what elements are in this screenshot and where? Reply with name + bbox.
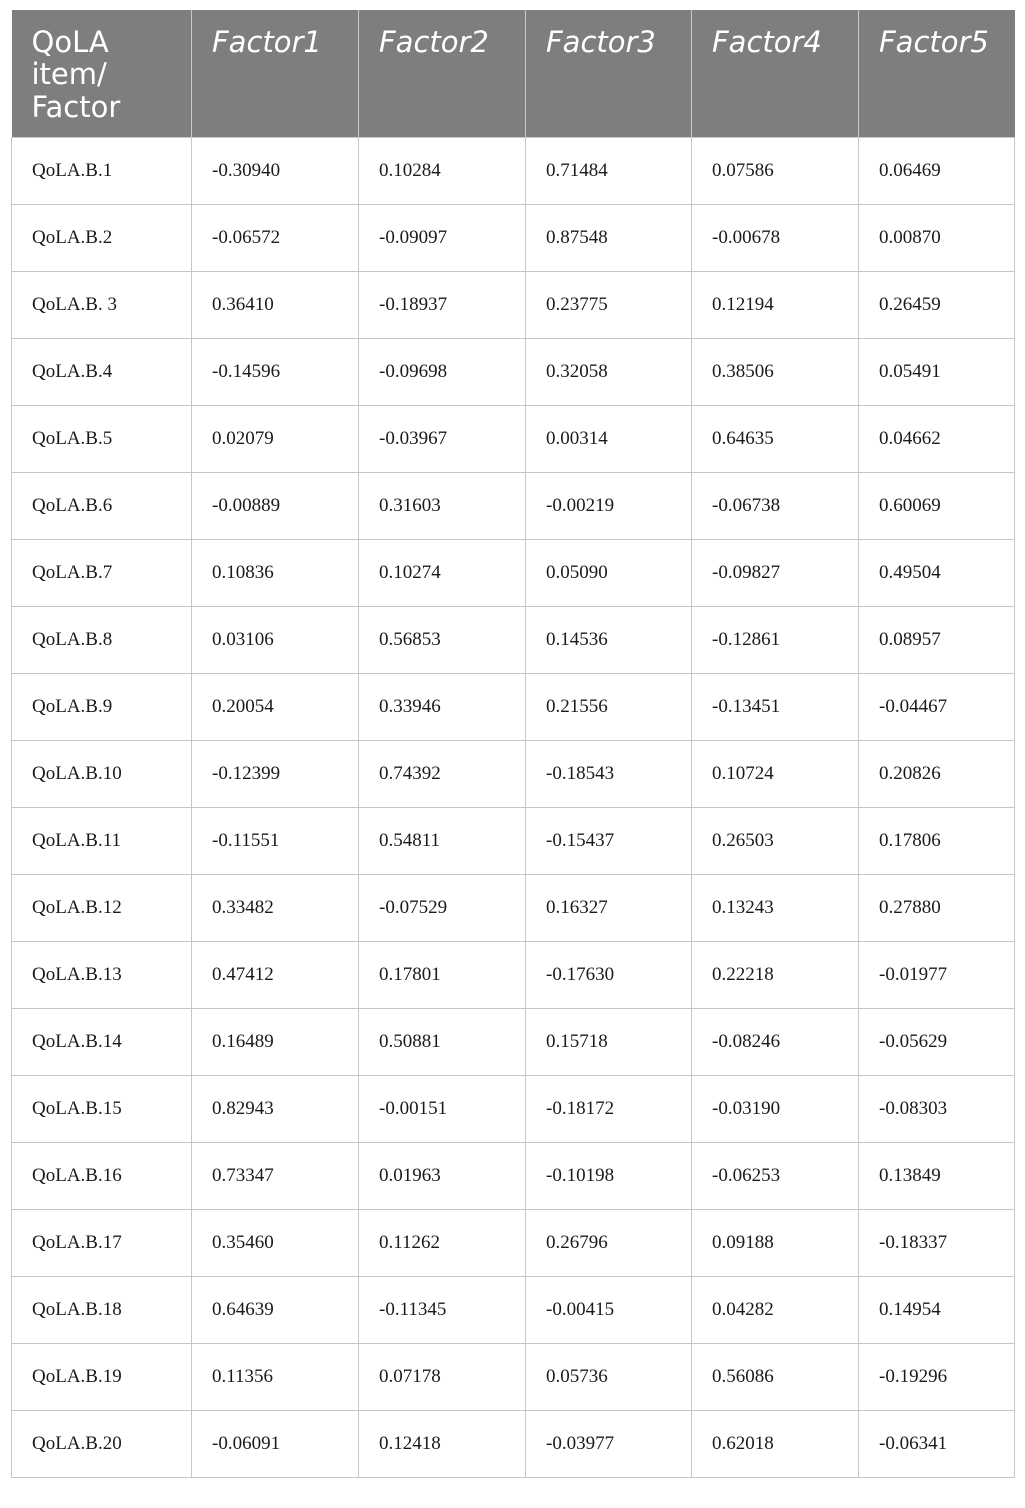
factor2-cell: 0.11262 — [359, 1210, 526, 1277]
factor1-cell: 0.35460 — [192, 1210, 359, 1277]
factor2-cell: 0.07178 — [359, 1344, 526, 1411]
item-label-cell: QoLA.B.5 — [12, 406, 192, 473]
factor5-cell: 0.14954 — [859, 1277, 1015, 1344]
factor4-cell: 0.07586 — [692, 138, 859, 205]
table-row — [12, 1411, 1015, 1478]
factor2-cell: -0.03967 — [359, 406, 526, 473]
factor3-cell: 0.21556 — [526, 674, 692, 741]
factor2-cell: 0.33946 — [359, 674, 526, 741]
table-row — [12, 339, 1015, 406]
factor4-cell: -0.06253 — [692, 1143, 859, 1210]
factor2-cell: 0.74392 — [359, 741, 526, 808]
factor-loadings-table — [11, 10, 1015, 1478]
factor1-cell: -0.30940 — [192, 138, 359, 205]
factor2-cell: -0.00151 — [359, 1076, 526, 1143]
factor5-cell: -0.08303 — [859, 1076, 1015, 1143]
header-factor5: Factor5 — [859, 10, 1015, 138]
factor1-cell: 0.02079 — [192, 406, 359, 473]
table-row — [12, 1277, 1015, 1344]
factor5-cell: -0.06341 — [859, 1411, 1015, 1478]
factor3-cell: 0.16327 — [526, 875, 692, 942]
factor1-cell: -0.11551 — [192, 808, 359, 875]
factor4-cell: 0.12194 — [692, 272, 859, 339]
item-label-cell: QoLA.B.6 — [12, 473, 192, 540]
factor3-cell: 0.87548 — [526, 205, 692, 272]
factor2-cell: -0.09097 — [359, 205, 526, 272]
factor3-cell: 0.14536 — [526, 607, 692, 674]
factor4-cell: 0.13243 — [692, 875, 859, 942]
item-label-cell: QoLA.B.9 — [12, 674, 192, 741]
item-label-cell: QoLA.B.16 — [12, 1143, 192, 1210]
table-row — [12, 473, 1015, 540]
header-row — [12, 10, 1015, 138]
factor4-cell: -0.09827 — [692, 540, 859, 607]
header-factor3: Factor3 — [526, 10, 692, 138]
factor1-cell: 0.47412 — [192, 942, 359, 1009]
factor4-cell: -0.06738 — [692, 473, 859, 540]
header-factor2: Factor2 — [359, 10, 526, 138]
factor3-cell: -0.03977 — [526, 1411, 692, 1478]
item-label-cell: QoLA.B.10 — [12, 741, 192, 808]
table-row — [12, 1009, 1015, 1076]
factor3-cell: -0.00415 — [526, 1277, 692, 1344]
factor2-cell: 0.50881 — [359, 1009, 526, 1076]
item-label-cell: QoLA.B.17 — [12, 1210, 192, 1277]
factor1-cell: -0.12399 — [192, 741, 359, 808]
factor5-cell: 0.27880 — [859, 875, 1015, 942]
item-label-cell: QoLA.B.20 — [12, 1411, 192, 1478]
factor1-cell: 0.36410 — [192, 272, 359, 339]
factor4-cell: 0.64635 — [692, 406, 859, 473]
factor3-cell: 0.15718 — [526, 1009, 692, 1076]
table-row — [12, 540, 1015, 607]
factor1-cell: 0.16489 — [192, 1009, 359, 1076]
factor4-cell: -0.12861 — [692, 607, 859, 674]
factor2-cell: -0.11345 — [359, 1277, 526, 1344]
factor1-cell: 0.20054 — [192, 674, 359, 741]
header-item-factor: QoLA item/ Factor — [12, 10, 192, 138]
factor3-cell: 0.23775 — [526, 272, 692, 339]
item-label-cell: QoLA.B.4 — [12, 339, 192, 406]
factor2-cell: -0.07529 — [359, 875, 526, 942]
factor2-cell: -0.09698 — [359, 339, 526, 406]
header-factor1: Factor1 — [192, 10, 359, 138]
factor2-cell: 0.10284 — [359, 138, 526, 205]
factor5-cell: 0.08957 — [859, 607, 1015, 674]
factor3-cell: 0.32058 — [526, 339, 692, 406]
factor1-cell: 0.10836 — [192, 540, 359, 607]
factor4-cell: 0.56086 — [692, 1344, 859, 1411]
factor4-cell: -0.08246 — [692, 1009, 859, 1076]
factor3-cell: -0.18543 — [526, 741, 692, 808]
factor2-cell: -0.18937 — [359, 272, 526, 339]
factor5-cell: 0.60069 — [859, 473, 1015, 540]
factor5-cell: 0.05491 — [859, 339, 1015, 406]
factor1-cell: 0.11356 — [192, 1344, 359, 1411]
table-row — [12, 1210, 1015, 1277]
item-label-cell: QoLA.B.18 — [12, 1277, 192, 1344]
table-row — [12, 1076, 1015, 1143]
factor4-cell: -0.03190 — [692, 1076, 859, 1143]
factor4-cell: 0.04282 — [692, 1277, 859, 1344]
item-label-cell: QoLA.B.13 — [12, 942, 192, 1009]
item-label-cell: QoLA.B. 3 — [12, 272, 192, 339]
table-row — [12, 942, 1015, 1009]
factor5-cell: 0.49504 — [859, 540, 1015, 607]
item-label-cell: QoLA.B.11 — [12, 808, 192, 875]
factor5-cell: -0.19296 — [859, 1344, 1015, 1411]
factor1-cell: 0.82943 — [192, 1076, 359, 1143]
table-row — [12, 272, 1015, 339]
table-row — [12, 808, 1015, 875]
item-label-cell: QoLA.B.8 — [12, 607, 192, 674]
item-label-cell: QoLA.B.15 — [12, 1076, 192, 1143]
table-row — [12, 1344, 1015, 1411]
factor5-cell: -0.04467 — [859, 674, 1015, 741]
factor1-cell: 0.73347 — [192, 1143, 359, 1210]
factor4-cell: 0.26503 — [692, 808, 859, 875]
table-row — [12, 205, 1015, 272]
factor2-cell: 0.01963 — [359, 1143, 526, 1210]
factor1-cell: -0.06091 — [192, 1411, 359, 1478]
factor3-cell: 0.00314 — [526, 406, 692, 473]
factor1-cell: -0.14596 — [192, 339, 359, 406]
factor3-cell: 0.05736 — [526, 1344, 692, 1411]
factor4-cell: 0.09188 — [692, 1210, 859, 1277]
table-body — [12, 138, 1015, 1478]
factor4-cell: 0.38506 — [692, 339, 859, 406]
table-header — [12, 10, 1015, 138]
factor1-cell: 0.64639 — [192, 1277, 359, 1344]
factor2-cell: 0.17801 — [359, 942, 526, 1009]
header-factor4: Factor4 — [692, 10, 859, 138]
factor3-cell: 0.71484 — [526, 138, 692, 205]
factor4-cell: 0.10724 — [692, 741, 859, 808]
factor4-cell: 0.62018 — [692, 1411, 859, 1478]
factor3-cell: -0.17630 — [526, 942, 692, 1009]
table-row — [12, 741, 1015, 808]
factor2-cell: 0.31603 — [359, 473, 526, 540]
table-row — [12, 138, 1015, 205]
table-row — [12, 1143, 1015, 1210]
table-row — [12, 875, 1015, 942]
item-label-cell: QoLA.B.19 — [12, 1344, 192, 1411]
factor1-cell: -0.06572 — [192, 205, 359, 272]
factor3-cell: 0.05090 — [526, 540, 692, 607]
factor5-cell: 0.00870 — [859, 205, 1015, 272]
factor2-cell: 0.10274 — [359, 540, 526, 607]
factor5-cell: 0.06469 — [859, 138, 1015, 205]
factor-loadings-table-container — [11, 10, 1014, 1478]
factor5-cell: 0.13849 — [859, 1143, 1015, 1210]
item-label-cell: QoLA.B.2 — [12, 205, 192, 272]
factor1-cell: 0.03106 — [192, 607, 359, 674]
factor3-cell: -0.00219 — [526, 473, 692, 540]
factor2-cell: 0.54811 — [359, 808, 526, 875]
table-row — [12, 674, 1015, 741]
factor5-cell: 0.20826 — [859, 741, 1015, 808]
factor3-cell: -0.18172 — [526, 1076, 692, 1143]
factor3-cell: -0.10198 — [526, 1143, 692, 1210]
table-row — [12, 607, 1015, 674]
factor5-cell: 0.17806 — [859, 808, 1015, 875]
factor5-cell: 0.26459 — [859, 272, 1015, 339]
item-label-cell: QoLA.B.1 — [12, 138, 192, 205]
item-label-cell: QoLA.B.12 — [12, 875, 192, 942]
factor5-cell: -0.01977 — [859, 942, 1015, 1009]
factor5-cell: -0.05629 — [859, 1009, 1015, 1076]
factor4-cell: -0.00678 — [692, 205, 859, 272]
factor5-cell: 0.04662 — [859, 406, 1015, 473]
factor3-cell: -0.15437 — [526, 808, 692, 875]
item-label-cell: QoLA.B.14 — [12, 1009, 192, 1076]
factor5-cell: -0.18337 — [859, 1210, 1015, 1277]
factor1-cell: -0.00889 — [192, 473, 359, 540]
item-label-cell: QoLA.B.7 — [12, 540, 192, 607]
factor4-cell: -0.13451 — [692, 674, 859, 741]
factor4-cell: 0.22218 — [692, 942, 859, 1009]
factor2-cell: 0.12418 — [359, 1411, 526, 1478]
table-row — [12, 406, 1015, 473]
factor2-cell: 0.56853 — [359, 607, 526, 674]
factor1-cell: 0.33482 — [192, 875, 359, 942]
factor3-cell: 0.26796 — [526, 1210, 692, 1277]
